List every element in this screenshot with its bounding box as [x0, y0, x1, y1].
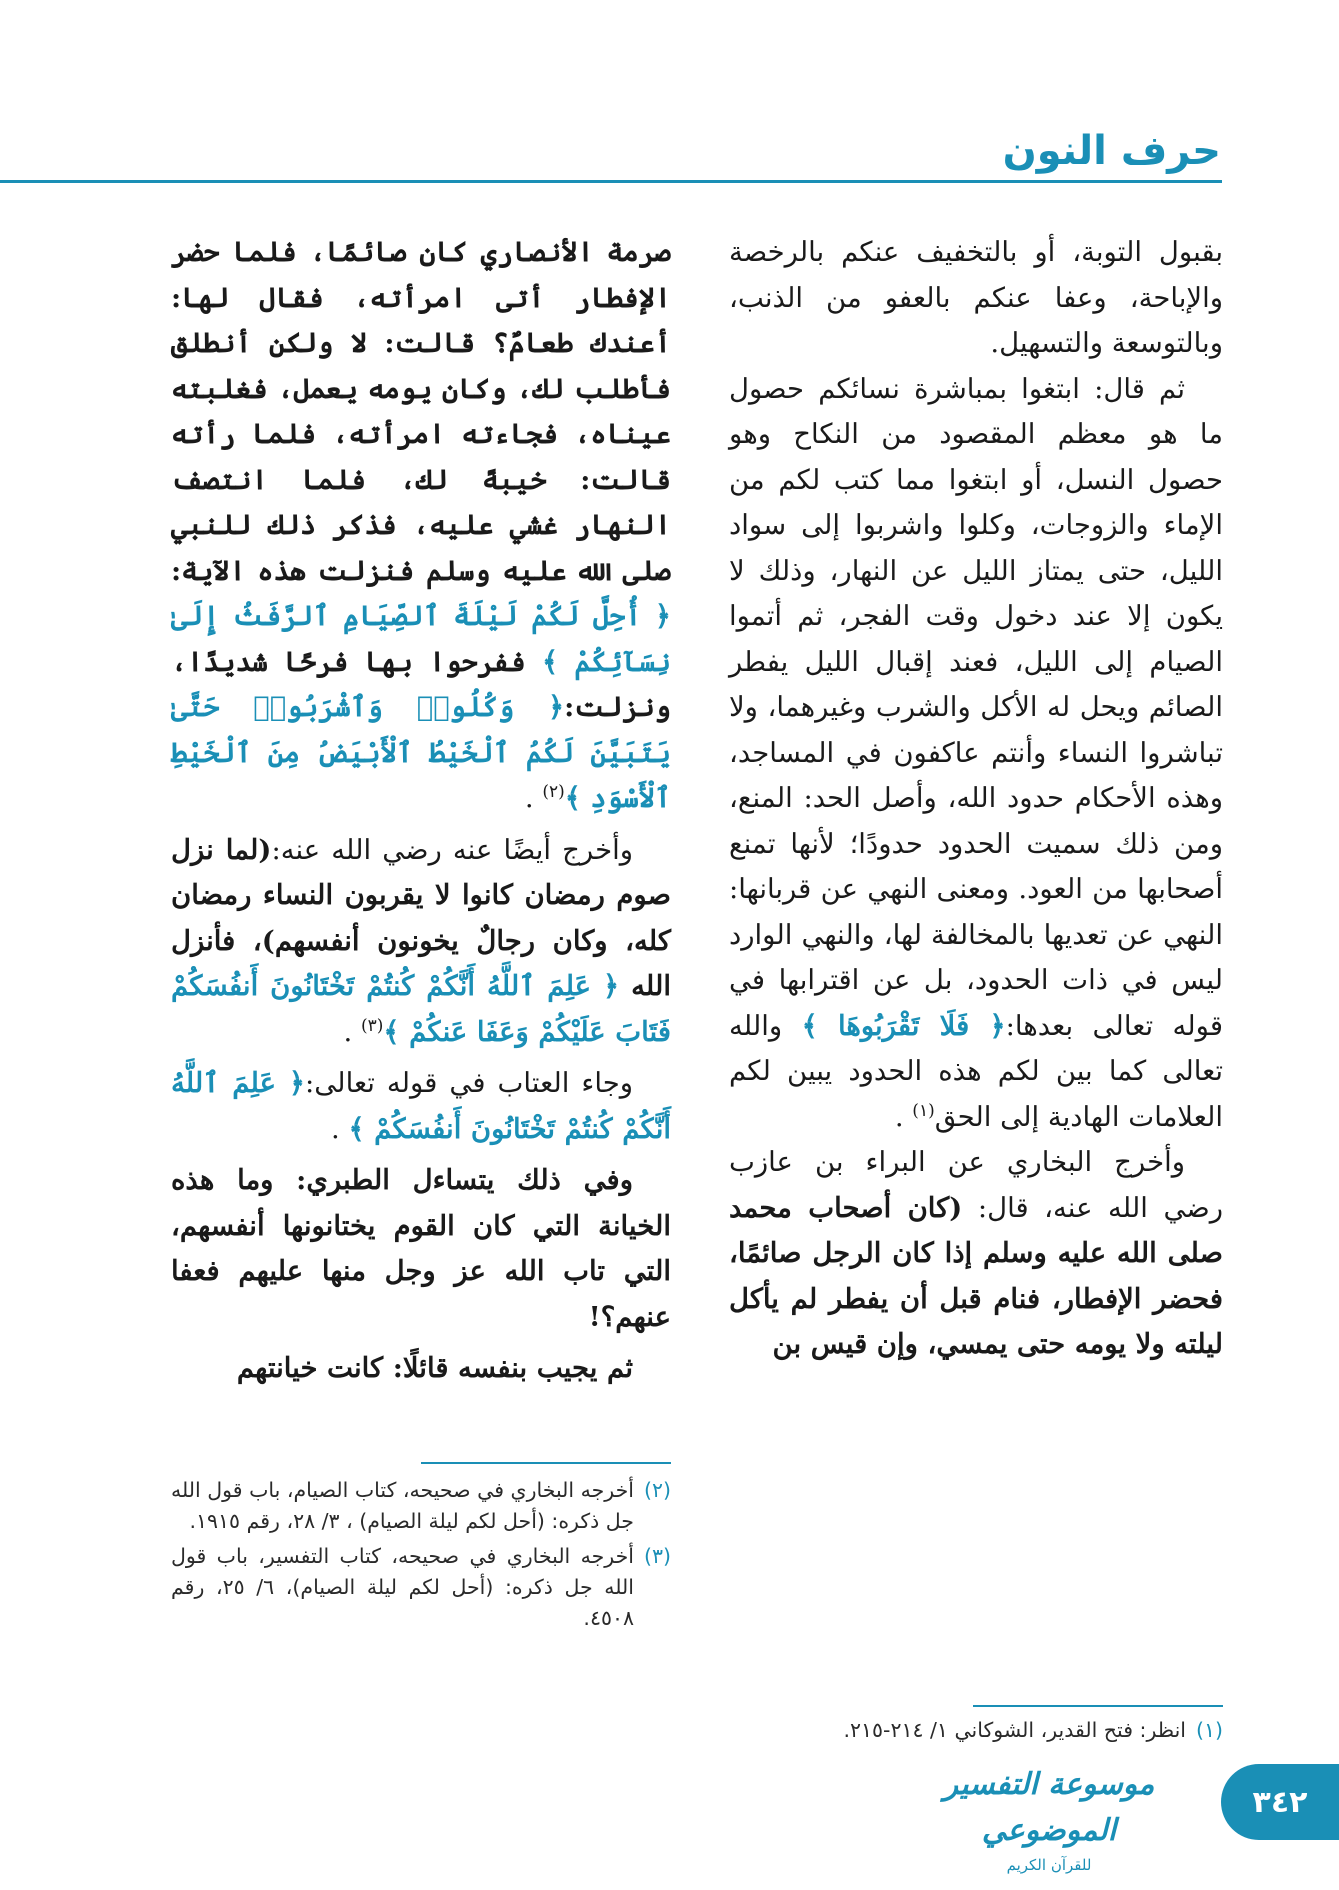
left-column — [171, 230, 671, 1392]
paragraph: وفي ذلك يتساءل الطبري: وما هذه الخيانة التي كان القوم يختانونها أنفسهم، التي تاب الله عز وجل منها عليهم فعفا عنهم؟! — [171, 1164, 671, 1333]
paragraph: ثم يجيب بنفسه قائلًا: كانت خيانتهم — [236, 1352, 633, 1384]
footnote-text: انظر: فتح القدير، الشوكاني ١/ ٢١٤-٢١٥. — [843, 1718, 1186, 1742]
footnote-ref[interactable]: (٣) — [360, 1015, 384, 1036]
header-rule — [0, 180, 1222, 183]
paragraph-text: وأخرج البخاري عن البراء بن عازب رضي الله عنه، قال: — [729, 1146, 1224, 1224]
paragraph-text: والله تعالى كما بين لكم هذه الحدود يبين لكم العلامات الهادية إلى الحق — [729, 1009, 1223, 1133]
footnote-number: (١) — [1195, 1718, 1223, 1742]
hadith-text: ففرحوا بها فرحًا شديدًا، ونزلت: — [171, 645, 671, 723]
footnote-text: أخرجه البخاري في صحيحه، كتاب التفسير، باب قول الله جل ذكره: (أحل لكم ليلة الصيام)، ٦/ ٢٥، رقم ٤٥٠٨. — [171, 1544, 634, 1630]
running-header-title: حرف النون — [1002, 128, 1221, 174]
footnote-number: (٢) — [643, 1478, 671, 1502]
punctuation: . — [330, 1112, 349, 1145]
punctuation: . — [524, 782, 543, 814]
right-column — [729, 230, 1223, 1368]
paragraph — [171, 1061, 671, 1152]
logo-title: موسوعة التفسير الموضوعي — [943, 1767, 1155, 1848]
footnote-number: (٣) — [643, 1544, 671, 1568]
paragraph-text: وجاء العتاب في قوله تعالى: — [305, 1067, 633, 1099]
paragraph — [171, 230, 671, 822]
paragraph: بقبول التوبة، أو بالتخفيف عنكم بالرخصة والإباحة، وعفا عنكم بالعفو من الذنب، وبالتوسعة والتسهيل. — [729, 236, 1223, 359]
footnote-divider — [421, 1462, 671, 1464]
footnote-ref[interactable]: (٢) — [542, 781, 565, 802]
quran-verse: ﴿ فَلَا تَقْرَبُوهَا ﴾ — [801, 1009, 1006, 1042]
page-number: ٣٤٢ — [1252, 1784, 1308, 1820]
hadith-text: (كان أصحاب محمد صلى الله عليه وسلم إذا كان الرجل صائمًا، فحضر الإفطار، فنام قبل أن يفطر لم يأكل ليلته ولا يومه حتى يمسي، وإن قيس بن — [729, 1191, 1223, 1360]
quran-verse: ﴿ أُحِلَّ لَكُمْ لَيْلَةَ ٱلصِّيَامِ ٱلرَّفَثُ إِلَىٰ نِسَآئِكُمْ ﴾ — [171, 600, 672, 678]
paragraph — [729, 367, 1223, 1141]
encyclopedia-logo — [899, 1762, 1199, 1874]
punctuation: . — [894, 1100, 913, 1133]
footnote-text: أخرجه البخاري في صحيحه، كتاب الصيام، باب قول الله جل ذكره: (أحل لكم ليلة الصيام) ، ٣/ ٢٨، رقم ١٩١٥. — [171, 1478, 634, 1533]
quran-verse: ﴿ عَلِمَ ٱللَّهُ أَنَّكُمْ كُنتُمْ تَخْتَانُونَ أَنفُسَكُمْ فَتَابَ عَلَيْكُمْ وَعَفَا عَنكُمْ ﴾ — [171, 970, 671, 1048]
quran-verse: ﴿ وَكُلُوا۟ وَٱشْرَبُوا۟ حَتَّىٰ يَتَبَيَّنَ لَكُمُ ٱلْخَيْطُ ٱلْأَبْيَضُ مِنَ ٱلْخَيْطِ ٱلْأَسْوَدِ ﴾ — [171, 691, 671, 814]
footnote-item — [171, 1541, 671, 1634]
footnote-divider — [973, 1705, 1223, 1707]
footnotes-left — [171, 1475, 671, 1638]
logo-subtitle: للقرآن الكريم — [1006, 1856, 1092, 1874]
hadith-text: صرمة الأنصاري كان صائمًا، فلما حضر الإفطار أتى امرأته، فقال لها: أعندك طعامٌ؟ قالت: لا ولكن أنطلق فأطلب لك، وكان يومه يعمل، فغلبته عيناه، فجاءته امرأته، فلما رأته قالت: خيبةً لك، فلما انتصف النهار غشي عليه، فذكر ذلك للنبي صلى الله عليه وسلم فنزلت هذه الآية: — [171, 236, 671, 587]
hadith-text: (لما نزل صوم رمضان كانوا لا يقربون النساء رمضان كله، وكان رجالٌ يخونون أنفسهم)، فأنزل الله — [171, 833, 671, 1002]
footnote-item — [729, 1715, 1223, 1746]
quran-verse: ﴿ عَلِمَ ٱللَّهُ أَنَّكُمْ كُنتُمْ تَخْتَانُونَ أَنفُسَكُمْ ﴾ — [171, 1067, 671, 1145]
footnote-ref[interactable]: (١) — [912, 1100, 935, 1121]
paragraph — [171, 828, 671, 1056]
page-number-badge — [1221, 1764, 1339, 1840]
footnote-item — [171, 1475, 671, 1537]
footnotes-right — [729, 1715, 1223, 1750]
paragraph-text: وأخرج أيضًا عنه رضي الله عنه: — [271, 833, 633, 866]
paragraph-text: ثم قال: ابتغوا بمباشرة نسائكم حصول ما هو معظم المقصود من النكاح وهو حصول النسل، أو ابتغوا مما كتب لكم من الإماء والزوجات، وكلوا واشربوا إلى سواد الليل، حتى يمتاز الليل عن النهار، وذلك لا يكون إلا عند دخول وقت الفجر، ثم أتموا الصيام إلى الليل، فعند إقبال الليل يفطر الصائم ويحل له الأكل والشرب وغيرهما، ولا تباشروا النساء وأنتم عاكفون في المساجد، وهذه الأحكام حدود الله، وأصل الحد: المنع، ومن ذلك سميت الحدود حدودًا؛ لأنها تمنع أصحابها من العود. ومعنى النهي عن قربانها: النهي عن تعديها بالمخالفة لها، والنهي الوارد ليس في ذات الحدود، بل عن اقترابها في قوله تعالى بعدها: — [729, 372, 1224, 1042]
punctuation: . — [343, 1015, 361, 1048]
paragraph — [729, 1140, 1223, 1368]
